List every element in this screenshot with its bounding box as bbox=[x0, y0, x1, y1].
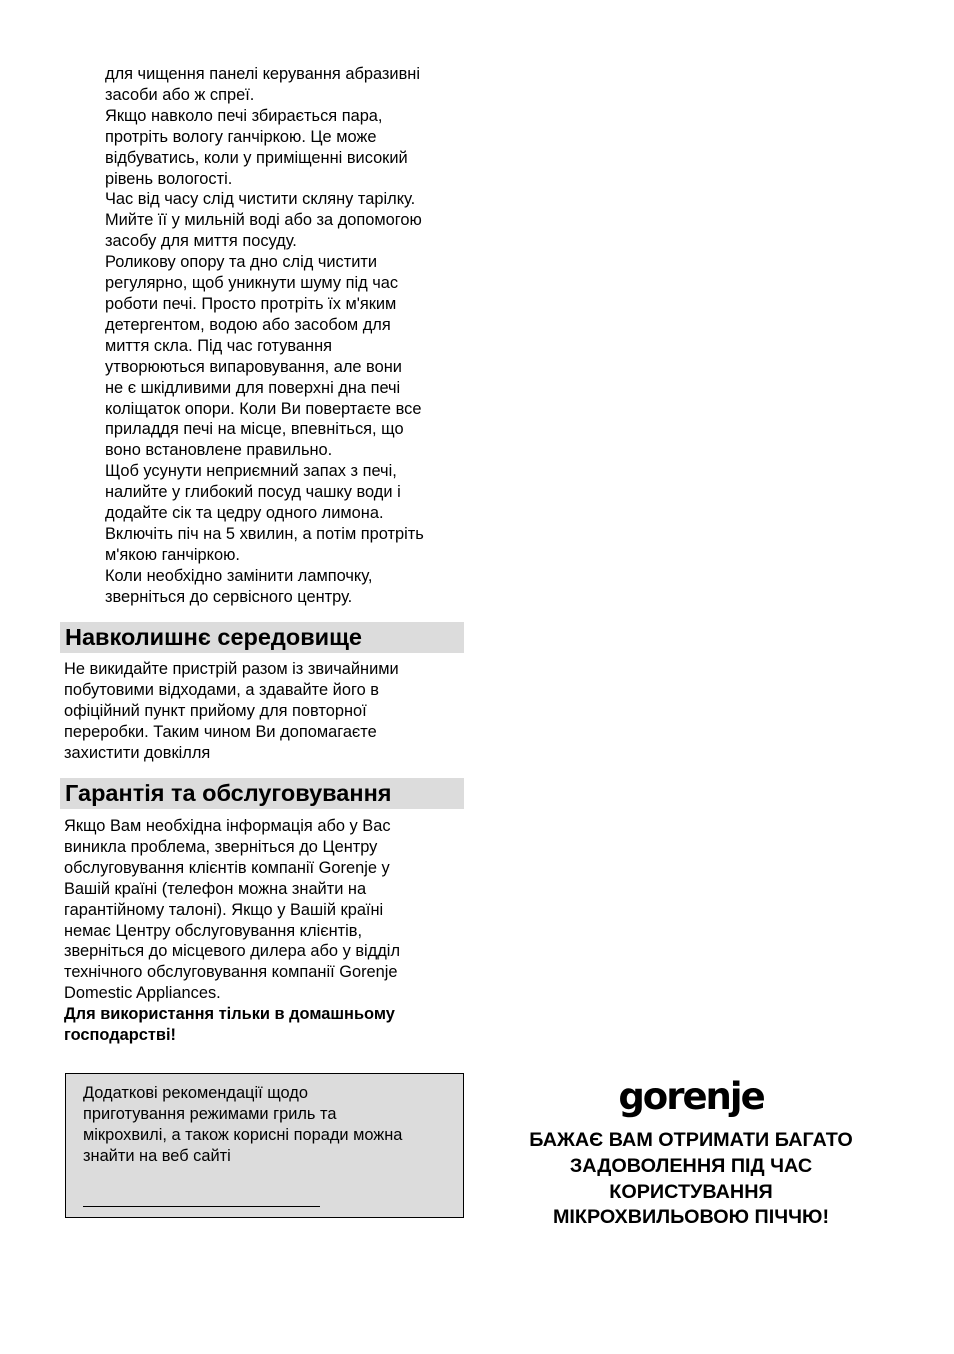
text-line: Час від часу слід чистити скляну тарілку. bbox=[105, 190, 416, 209]
text-line: переробки. Таким чином Ви допомагаєте bbox=[64, 722, 377, 741]
text-line: для чищення панелі керування абразивні bbox=[105, 65, 420, 83]
text-line: гарантійному талоні). Якщо у Вашій країні bbox=[64, 900, 384, 919]
text-line: приладдя печі на місце, впевніться, що bbox=[105, 420, 404, 439]
website-blank-line bbox=[83, 1206, 320, 1207]
domestic-use-note: господарстві! bbox=[64, 1026, 176, 1045]
text-line: рівень вологості. bbox=[105, 169, 233, 188]
text-line: миття скла. Під час готування bbox=[105, 336, 333, 355]
text-line: Роликову опору та дно слід чистити bbox=[105, 253, 378, 272]
text-line: Включіть піч на 5 хвилин, а потім протріть bbox=[105, 524, 424, 543]
website-info-box bbox=[65, 1073, 464, 1218]
text-line: побутовими відходами, а здавайте його в bbox=[64, 680, 379, 699]
gorenje-logo: gorenje bbox=[618, 1075, 764, 1118]
text-line: протріть вологу ганчіркою. Це може bbox=[105, 127, 377, 146]
slogan-line: МІКРОХВИЛЬОВОЮ ПІЧЧЮ! bbox=[552, 1206, 830, 1229]
text-line: немає Центру обслуговування клієнтів, bbox=[64, 921, 363, 940]
text-line: Щоб усунути неприємний запах з печі, bbox=[105, 462, 397, 481]
text-line: додайте сік та цедру одного лимона. bbox=[105, 504, 384, 523]
text-line: приготування режимами гриль та bbox=[83, 1104, 337, 1123]
text-line: Якщо Вам необхідна інформація або у Вас bbox=[64, 817, 391, 835]
text-line: воно встановлене правильно. bbox=[105, 441, 333, 460]
text-line: налийте у глибокий посуд чашку води і bbox=[105, 483, 401, 502]
text-line: коліщаток опори. Коли Ви повертаєте все bbox=[105, 399, 422, 418]
text-line: засобу для миття посуду. bbox=[105, 232, 297, 251]
text-line: офіційний пункт прийому для повторної bbox=[64, 701, 367, 720]
text-line: захистити довкілля bbox=[64, 743, 211, 762]
text-line: Domestic Appliances. bbox=[64, 984, 221, 1003]
text-line: Вашій країні (телефон можна знайти на bbox=[64, 879, 367, 898]
text-line: не є шкідливими для поверхні дна печі bbox=[105, 378, 401, 397]
environment-text bbox=[64, 659, 464, 764]
text-line: відбуватись, коли у приміщенні високий bbox=[105, 148, 408, 167]
text-line: Не викидайте пристрій разом із звичайними bbox=[64, 660, 399, 678]
text-line: Якщо навколо печі збирається пара, bbox=[105, 106, 383, 125]
text-line: зверніться до сервісного центру. bbox=[105, 587, 353, 606]
environment-heading: Навколишнє середовище bbox=[60, 622, 464, 653]
slogan-line: ЗАДОВОЛЕННЯ ПІД ЧАС bbox=[569, 1154, 813, 1177]
text-line: виникла проблема, зверніться до Центру bbox=[64, 837, 378, 856]
text-line: роботи печі. Просто протріть їх м'яким bbox=[105, 294, 397, 313]
slogan-line: КОРИСТУВАННЯ bbox=[609, 1180, 773, 1203]
text-line: Мийте її у мильній воді або за допомогою bbox=[105, 211, 422, 230]
text-line: мікрохвилі, а також корисні поради можна bbox=[83, 1125, 403, 1144]
text-line: зверніться до місцевого дилера або у відділ bbox=[64, 942, 401, 961]
care-instructions bbox=[105, 64, 470, 608]
text-line: утворюються випаровування, але вони bbox=[105, 357, 402, 376]
warranty-heading: Гарантія та обслуговування bbox=[60, 778, 464, 809]
text-line: Додаткові рекомендації щодо bbox=[83, 1084, 308, 1102]
text-line: детергентом, водою або засобом для bbox=[105, 315, 391, 334]
text-line: технічного обслуговування компанії Gorenje bbox=[64, 963, 398, 982]
slogan-line: БАЖАЄ ВАМ ОТРИМАТИ БАГАТО bbox=[529, 1129, 853, 1151]
text-line: обслуговування клієнтів компанії Gorenje у bbox=[64, 858, 390, 877]
info-box-text bbox=[83, 1083, 453, 1167]
brand-slogan bbox=[480, 1128, 902, 1231]
domestic-use-note: Для використання тільки в домашньому bbox=[64, 1005, 395, 1024]
text-line: м'якою ганчіркою. bbox=[105, 545, 240, 564]
text-line: засоби або ж спреї. bbox=[105, 85, 255, 104]
warranty-text bbox=[64, 816, 464, 1046]
text-line: знайти на веб сайті bbox=[83, 1146, 231, 1165]
text-line: Коли необхідно замінити лампочку, bbox=[105, 566, 373, 585]
text-line: регулярно, щоб уникнути шуму під час bbox=[105, 274, 399, 293]
